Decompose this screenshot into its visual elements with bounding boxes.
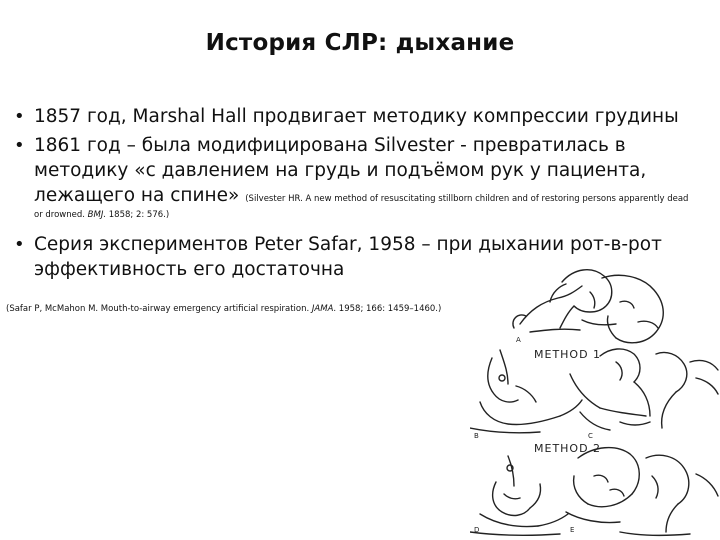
panel-letter-a: A — [516, 336, 521, 344]
bullet-list — [14, 104, 714, 282]
bullet-dot: • — [14, 106, 25, 127]
panel-e-drawing — [566, 448, 718, 536]
citation-silvester: (Silvester HR. A new method of resuscitating stillborn children and of restoring persons apparently dead — [245, 194, 689, 204]
bullet-text-line-1: 1861 год – была модифицирована Silvester - превратилась в — [34, 135, 626, 156]
panel-letter-e: E — [570, 526, 575, 534]
resuscitation-illustration — [470, 262, 720, 540]
bullet-text-line-2: методику «с давлением на грудь и подъёмом рук у пациента, — [34, 160, 647, 181]
citation-text: or drowned. — [34, 210, 88, 220]
panel-letter-b: B — [474, 432, 479, 440]
bullet-text-line-2: эффективность его достаточна — [34, 259, 345, 280]
panel-d-drawing — [470, 456, 568, 535]
bullet-item-2 — [14, 133, 714, 222]
bullet-text: 1857 год, Marshal Hall продвигает методику компрессии грудины — [34, 106, 679, 127]
reference-journal: JAMA — [311, 304, 334, 314]
citation-journal: BMJ. — [87, 210, 107, 220]
illustration-svg — [470, 262, 720, 540]
panel-a-drawing — [513, 270, 663, 344]
method-1-label: METHOD 1 — [534, 348, 602, 361]
citation-silvester-cont — [34, 208, 714, 222]
bullet-dot: • — [14, 135, 25, 156]
panel-b-drawing — [470, 350, 582, 440]
method-2-label: METHOD 2 — [534, 442, 602, 455]
bullet-dot: • — [14, 234, 25, 255]
reference-safar — [6, 304, 441, 314]
panel-letter-d: D — [474, 526, 480, 534]
citation-year: 1858; 2: 576.) — [106, 210, 170, 220]
bullet-text-line-1: Серия экспериментов Peter Safar, 1958 – при дыхании рот-в-рот — [34, 234, 662, 255]
bullet-text-line-3: лежащего на спине» — [34, 185, 240, 206]
reference-text: (Safar P, McMahon M. Mouth-to-airway emergency artificial respiration. — [6, 304, 312, 314]
slide-title: История СЛР: дыхание — [205, 30, 515, 56]
panel-letter-c: C — [588, 432, 593, 440]
reference-year: . 1958; 166: 1459–1460.) — [333, 304, 442, 314]
panel-c-drawing — [570, 349, 718, 440]
bullet-item-1 — [14, 104, 714, 129]
